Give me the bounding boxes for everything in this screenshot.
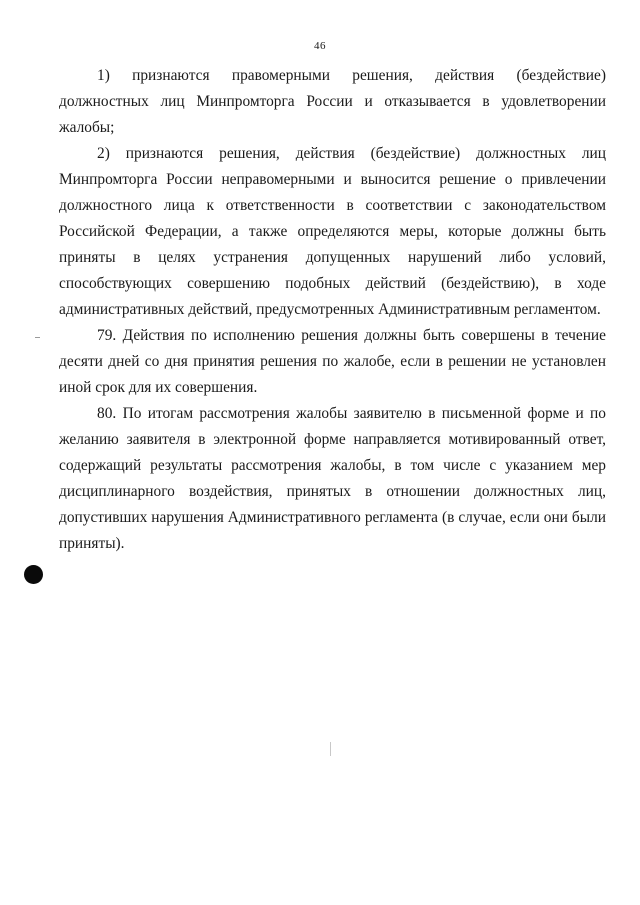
paragraph-80: 80. По итогам рассмотрения жалобы заявителю в письменной форме и по желанию заявителя в электронной форме направляется мотивированный ответ, содержащий результаты рассмотрения жалобы, в том числе с указанием мер дисциплинарного воздействия, принятых в отношении должностных лиц, допустивших нарушения Административного регламента (в случае, если они были приняты). [59, 405, 606, 552]
binding-hole-mark [24, 565, 43, 584]
document-body [59, 63, 606, 557]
scan-artifact-line [330, 742, 331, 756]
page-number: 46 [314, 40, 326, 52]
paragraph-item-1: 1) признаются правомерными решения, действия (бездействие) должностных лиц Минпромторга России и отказывается в удовлетворении жалобы; [59, 67, 606, 136]
scan-artifact-tick [35, 337, 40, 338]
paragraph-item-2: 2) признаются решения, действия (бездействие) должностных лиц Минпромторга России неправомерными и выносится решение о привлечении должностного лица к ответственности в соответствии с законодательством Российской Федерации, а также определяются меры, которые должны быть приняты в целях устранения допущенных нарушений либо условий, способствующих совершению подобных действий (бездействию), в ходе административных действий, предусмотренных Административным регламентом. [59, 145, 606, 318]
paragraph-79: 79. Действия по исполнению решения должны быть совершены в течение десяти дней со дня принятия решения по жалобе, если в решении не установлен иной срок для их совершения. [59, 327, 606, 396]
